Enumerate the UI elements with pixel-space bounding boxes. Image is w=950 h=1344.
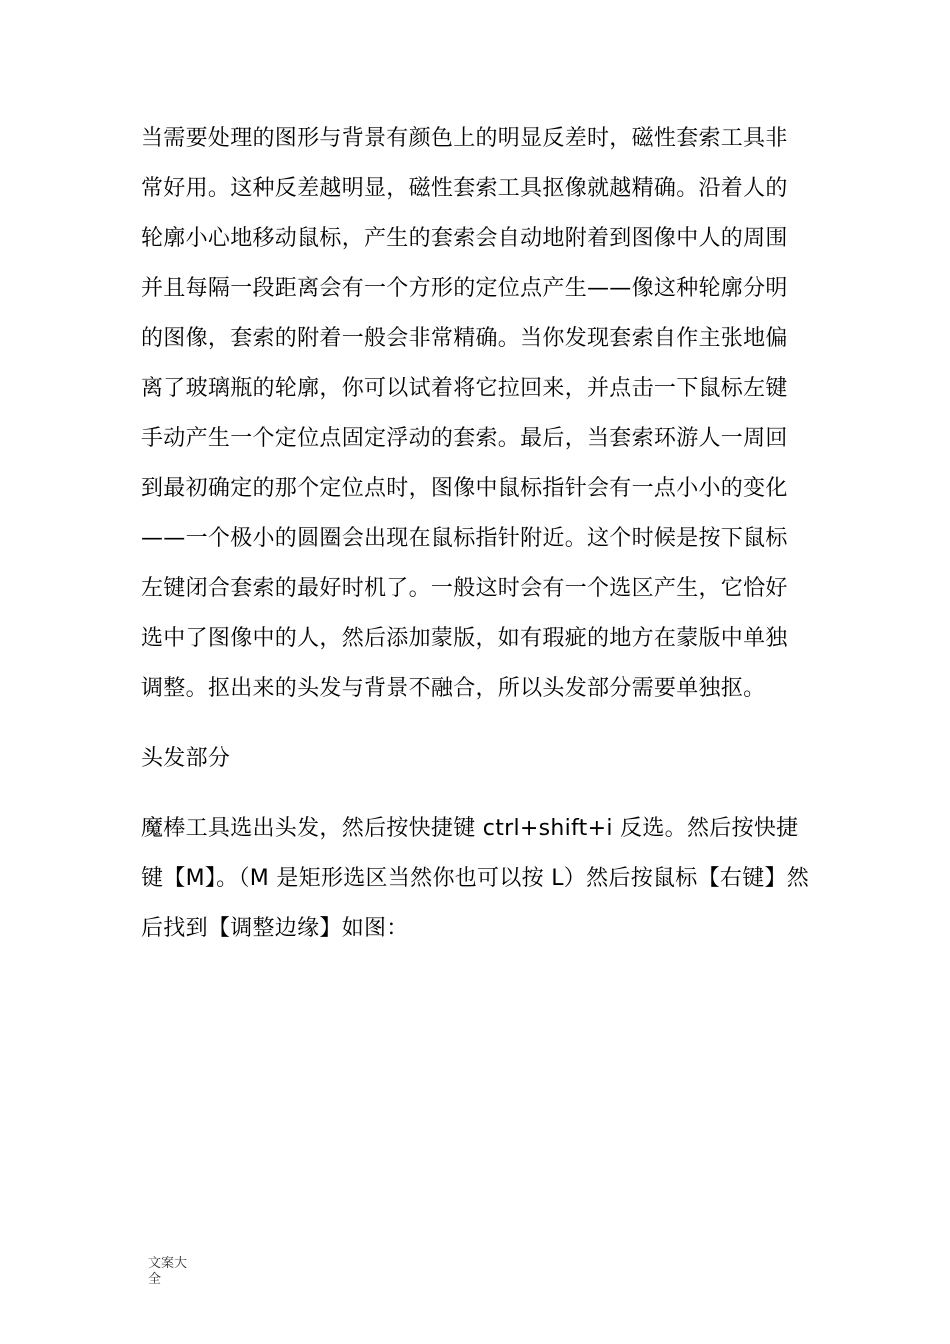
paragraph-line: 的图像，套索的附着一般会非常精确。当你发现套索自作主张地偏 xyxy=(141,326,788,351)
page-footer: 文案大全 xyxy=(148,1256,188,1287)
paragraph-line: 到最初确定的那个定位点时，图像中鼠标指针会有一点小小的变化 xyxy=(141,476,788,501)
paragraph-line: 手动产生一个定位点固定浮动的套索。最后，当套索环游人一周回 xyxy=(141,426,788,451)
paragraph-line: 常好用。这种反差越明显，磁性套索工具抠像就越精确。沿着人的 xyxy=(141,176,788,201)
method-line: 后找到【调整边缘】如图： xyxy=(141,916,409,941)
paragraph-line: 左键闭合套索的最好时机了。一般这时会有一个选区产生，它恰好 xyxy=(141,576,788,601)
paragraph-line: 当需要处理的图形与背景有颜色上的明显反差时，磁性套索工具非 xyxy=(141,126,788,151)
paragraph-line: 并且每隔一段距离会有一个方形的定位点产生——像这种轮廓分明 xyxy=(141,276,788,301)
paragraph-line: ——一个极小的圆圈会出现在鼠标指针附近。这个时候是按下鼠标 xyxy=(141,526,788,551)
method-line: 魔棒工具选出头发，然后按快捷键 ctrl+shift+i 反选。然后按快捷 xyxy=(141,816,799,841)
paragraph-line: 调整。抠出来的头发与背景不融合，所以头发部分需要单独抠。 xyxy=(141,676,766,701)
paragraph-line: 选中了图像中的人，然后添加蒙版，如有瑕疵的地方在蒙版中单独 xyxy=(141,626,788,651)
method-line: 键【M】。（M 是矩形选区当然你也可以按 L）然后按鼠标【右键】然 xyxy=(141,866,810,891)
paragraph-line: 轮廓小心地移动鼠标，产生的套索会自动地附着到图像中人的周围 xyxy=(141,226,788,251)
paragraph-line: 离了玻璃瓶的轮廓，你可以试着将它拉回来，并点击一下鼠标左键 xyxy=(141,376,788,401)
section-heading: 头发部分 xyxy=(141,746,231,771)
